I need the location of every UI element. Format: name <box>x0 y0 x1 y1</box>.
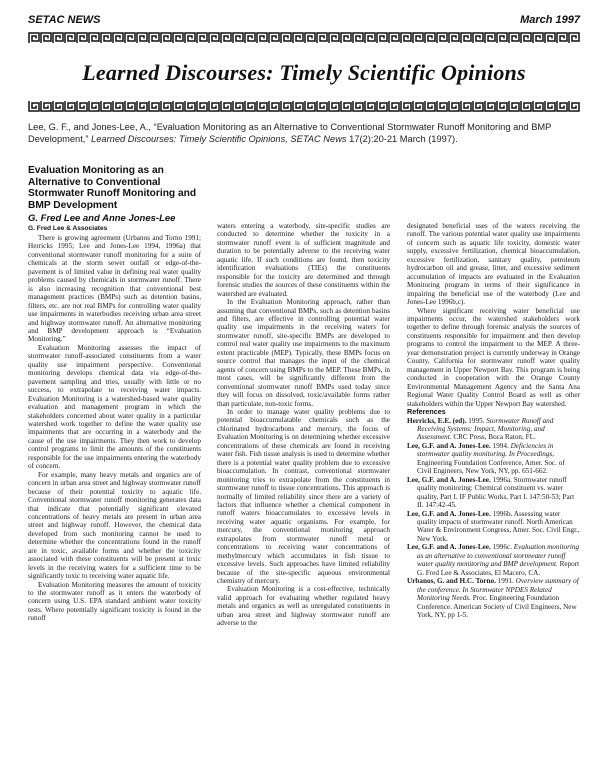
running-header <box>28 14 580 30</box>
reference-source: Proc. Engineering Foundation Conference. American Society of Civil Engineers, New York, NY, pp 1-5. <box>417 594 577 619</box>
citation-journal: Learned Discourses: Timely Scientific Opinions, SETAC News <box>88 134 347 144</box>
greek-key-border-top <box>28 32 580 44</box>
reference-item <box>407 417 580 442</box>
reference-title: Stormwater Runoff and Receiving Systems: Impact, Monitoring, and Assessment. <box>417 416 554 442</box>
paragraph: In the Evaluation Monitoring approach, rather than assuming that conventional BMPs, such as detention basins and filters, are effective in controlling potential water quality use impairments in the receiving waters for stormwater runoff, site-specific BMPs are developed to control real water quality use impairments to the maximum extent practicable (MEP). Typically, these BMPs focus on source control that manages the input of the chemical agents of concern using BMPs to the MEP. These BMPs, in most cases, will be significantly different from the conventional stormwater runoff BMPs used today since they will focus on dissolved, toxic/available forms rather than particulate, non-toxic forms. <box>217 298 390 408</box>
paragraph: waters entering a waterbody, site-specific studies are conducted to determine whether the toxicity in a stormwater runoff event is of sufficient magnitude and duration to be potentially adverse to the receiving water aquatic life. If such conditions are found, then toxicity identification evaluations (TIEs) the constituents responsible for the toxicity are determined and through forensic studies the sources of these constituents within the watershed are evaluated. <box>217 222 390 298</box>
section-banner <box>28 32 580 114</box>
article-affiliation: G. Fred Lee & Associates <box>28 225 108 232</box>
column-2 <box>217 222 390 773</box>
reference-author: Urbanos, G. and H.C. Torno. <box>407 577 496 586</box>
citation-title: “Evaluation Monitoring as an Alternative to Conventional Stormwater Runoff Monitoring and BMP Development,” <box>28 122 552 144</box>
reference-source: Assessing water quality impacts of stormwater runoff. North American Water & Environment Congress, Amer. Soc. Civil Engr., New York. <box>417 509 580 543</box>
reference-year: 1995. <box>466 416 487 425</box>
citation-volume: 17(2):20-21 March (1997). <box>346 134 458 144</box>
paragraph: There is growing agreement (Urbanos and Torno 1991; Herricks 1995; Lee and Jones-Lee 1994, 1996a) that conventional stormwater runoff monitoring for a suite of chemicals at the storm sewer outfall or edge-of-the-pavement is of limited value in defining real water quality problems caused by chemicals in stormwater runoff. There is also increasing recognition that conventional best management practices (BMPs) such as detention basins, filters, etc. are not real BMPs for controlling water quality use impairments in waterbodies receiving urban area street and highway stormwater runoff. An alternative monitoring and BMP development approach is “Evaluation Monitoring.” <box>28 234 201 344</box>
reference-author: Lee, G.F. and A. Jones-Lee. <box>407 475 491 484</box>
reference-year: 1994. <box>490 441 511 450</box>
paragraph: Evaluation Monitoring assesses the impact of stormwater runoff-associated constituents from a water quality use impairment perspective. Conventional monitoring develops chemical data via edge-of-the-pavement sampling and tries, usually with little or no success, to extrapolate to receiving water impacts. Evaluation Monitoring is a watershed-based water quality evaluation and management program in which the stakeholders concerned about water quality in a particular watershed work together to define the water quality use impairments that are occurring in a waterbody and the cause of the use impairments. They then work to develop control programs to limit the amounts of the constituents responsible for the use impairments entering the waterbody of concern. <box>28 343 201 471</box>
paragraph: Evaluation Monitoring is a cost-effective, technically valid approach for evaluating whether regulated heavy metals and organics as well as unregulated constituents in urban area street and highway stormwater runoff are adverse to the <box>217 585 390 628</box>
reference-item <box>407 543 580 577</box>
paragraph: designated beneficial uses of the waters receiving the runoff. The various potential water quality use impairments of concern such as aquatic life toxicity, domestic water supply, excessive fertilization, chemical bioaccumulation, excessive fertilization, sanitary quality, petroleum hydrocarbon oil and grease, litter, and excessive sediment accumulation of impacts are evaluated in the Evaluation Monitoring program in terms of their significance in impairing the beneficial use of the waterbody (Lee and Jones-Lee 1996b,c). <box>407 222 580 307</box>
article-body <box>28 165 580 773</box>
article-title: Evaluation Monitoring as an Alternative to Conventional Stormwater Runoff Monitoring and BMP Development <box>28 165 197 211</box>
citation-line <box>28 121 580 145</box>
reference-author: Lee, G.F. and A. Jones-Lee. <box>407 441 491 450</box>
reference-year: 1996a. <box>490 475 514 484</box>
paragraph: In order to manage water quality problems due to potential bioaccumulatable chemicals such as the chlorinated hydrocarbons and mercury, the focus of Evaluation Monitoring is on determining whether excessive concentrations of these chemicals are found in receiving water fish. Fish tissue analysis is used to determine whether there is a potential water quality problem due to excessive bioaccumulation. In contrast, conventional stormwater monitoring tries to extrapolate from the constituents in stormwater runoff to tissue concentrations. This approach is normally of limited reliability since there are a variety of factors that influence whether a chemical component in runoff waters bioaccumulates to excessive levels in receiving water aquatic organisms. For example, for mercury, the conventional monitoring approach extrapolates from stormwater runoff metal or concentrations to receiving water concentrations of methylmercury which accumulates in fish tissue to excessive levels. Such approaches have limited reliability because of the site-specific aqueous environmental chemistry of mercury. <box>217 407 390 586</box>
column-1 <box>28 165 201 773</box>
reference-author: Lee, G.F. and A. Jones-Lee. <box>407 509 491 518</box>
reference-title: Evaluation monitoring as an alternative to conventional stormwater runoff water quality monitoring and BMP development. <box>417 543 580 569</box>
section-title: Learned Discourses: Timely Scientific Opinions <box>82 60 526 85</box>
paragraph: For example, many heavy metals and organics are of concern in urban area street and highway stormwater runoff because of their potential toxicity to aquatic life. Conventional stormwater runoff monitoring generates data that indicate that potentially significant elevated concentrations of heavy metals are present in urban area street and highway runoff. However, the chemical data developed from such monitoring cannot be used to determine whether the concentrations found in the runoff are in toxic, available forms and whether the toxicity associated with these constituents will be present at toxic levels in the receiving waters for a sufficient time to be significantly toxic to receiving water aquatic life. <box>28 470 201 581</box>
reference-year: 1991. <box>495 577 516 586</box>
issue-date: March 1997 <box>520 14 580 26</box>
reference-author: Lee, G.F. and A. Jones-Lee. <box>407 543 491 552</box>
greek-key-border-bottom <box>28 100 580 112</box>
reference-source: CRC Press, Boca Raton, FL. <box>451 433 536 442</box>
reference-item <box>407 476 580 510</box>
paragraph: Where significant receiving water beneficial use impairments occur, the watershed stakeholders work together to define through forensic analysis the sources of constituents responsible for impairment and then develop programs to control the impairment to the MEP. A three-year demonstration project is currently underway in Orange County, California for stormwater runoff water quality management in Upper Newport Bay. This program is being conducted in cooperation with the Orange County Environmental Management Agency and the Santa Ana Regional Water Quality Control Board as well as other stakeholders within the Upper Newport Bay watershed. <box>407 306 580 408</box>
paragraph: Evaluation Monitoring measures the amount of toxicity to the stormwater runoff as it enters the waterbody of concern using U.S. EPA standard ambient water toxicity tests. Where potentially significant toxicity is found in the runoff <box>28 580 201 623</box>
reference-item <box>407 577 580 619</box>
reference-item <box>407 442 580 476</box>
reference-year: 1996b. <box>490 509 514 518</box>
reference-title: Overview summary of the conference. In Stormwater NPDES Related Monitoring Needs. <box>417 577 579 603</box>
reference-item <box>407 510 580 544</box>
reference-source: Stormwater runoff quality monitoring: Chemical constituent vs. water quality, Part I. IF Public Works, Part I. 147:50-53; Part II. 147:42-45. <box>417 475 575 510</box>
publication-name: SETAC NEWS <box>28 14 101 26</box>
reference-source: Engineering Foundation Conference, Amer. Soc. of Civil Engineers, New York, NY, pp. 651-662. <box>417 458 565 476</box>
citation-authors: Lee, G. F., and Jones-Lee, A., <box>28 122 154 132</box>
reference-author: Herricks, E.E. (ed). <box>407 416 467 425</box>
column-3 <box>407 222 580 773</box>
reference-title: Deficiencies in stormwater quality monitoring. In Proceedings, <box>417 441 555 459</box>
reference-year: 1996c. <box>490 543 514 552</box>
article-authors: G. Fred Lee and Anne Jones-Lee <box>28 213 176 224</box>
references-heading: References <box>407 406 446 416</box>
reference-source: Report G. Fred Lee & Associates, El Macero, CA. <box>417 560 580 577</box>
